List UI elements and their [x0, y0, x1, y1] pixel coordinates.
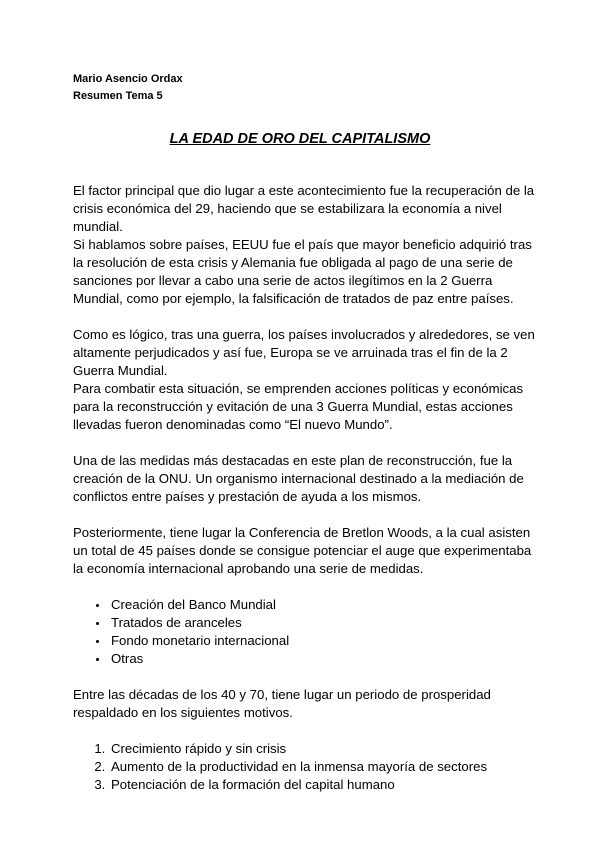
paragraph-2	[73, 326, 535, 434]
paragraph-1-line-a: El factor principal que dio lugar a este acontecimiento fue la recuperación de la crisis económica del 29, haciendo que se estabilizara la economía a nivel mundial. Si hablamos sobre países, EEUU fue el país que mayor beneficio adquirió tras la resolución de esta crisis y Alemania fue obligada al pago de una serie de sanciones por llevar a cabo una serie de actos ilegítimos en la 2 Guerra Mundial, como por ejemplo, la falsificación de tratados de paz entre países.	[73, 183, 535, 306]
document-body	[73, 182, 535, 812]
numbered-list	[73, 740, 535, 794]
paragraph-3: Una de las medidas más destacadas en este plan de reconstrucción, fue la creación de la ONU. Un organismo internacional destinado a la mediación de conflictos entre países y prestación de ayuda a los mismos.	[73, 453, 524, 504]
paragraph-1	[73, 182, 535, 308]
list-item: 2. Aumento de la productividad en la inmensa mayoría de sectores	[109, 758, 535, 776]
list-item: • Tratados de aranceles	[109, 614, 535, 632]
list-item: • Creación del Banco Mundial	[109, 596, 535, 614]
paragraph-2-text: Como es lógico, tras una guerra, los países involucrados y alrededores, se ven altamente perjudicados y así fue, Europa se ve arruinada tras el fin de la 2 Guerra Mundial. Para combatir esta situación, se emprenden acciones políticas y económicas para la reconstrucción y evitación de una 3 Guerra Mundial, estas acciones llevadas fueron denominadas como “El nuevo Mundo”.	[73, 327, 535, 432]
document-title: LA EDAD DE ORO DEL CAPITALISMO	[169, 131, 431, 147]
list-item: • Otras	[109, 650, 535, 668]
paragraph-5: Entre las décadas de los 40 y 70, tiene lugar un periodo de prosperidad respaldado en los siguientes motivos.	[73, 687, 491, 720]
author-name: Mario Asencio Ordax	[73, 73, 183, 85]
paragraph-4: Posteriormente, tiene lugar la Conferencia de Bretlon Woods, a la cual asisten un total de 45 países donde se consigue potenciar el auge que experimentaba la economía internacional aprobando una serie de medidas.	[73, 525, 532, 576]
list-item: • Fondo monetario internacional	[109, 632, 535, 650]
document-header	[73, 71, 183, 105]
list-item: 1. Crecimiento rápido y sin crisis	[109, 740, 535, 758]
bullet-list	[73, 596, 535, 668]
document-subtitle: Resumen Tema 5	[73, 90, 163, 102]
list-item: 3. Potenciación de la formación del capital humano	[109, 776, 535, 794]
